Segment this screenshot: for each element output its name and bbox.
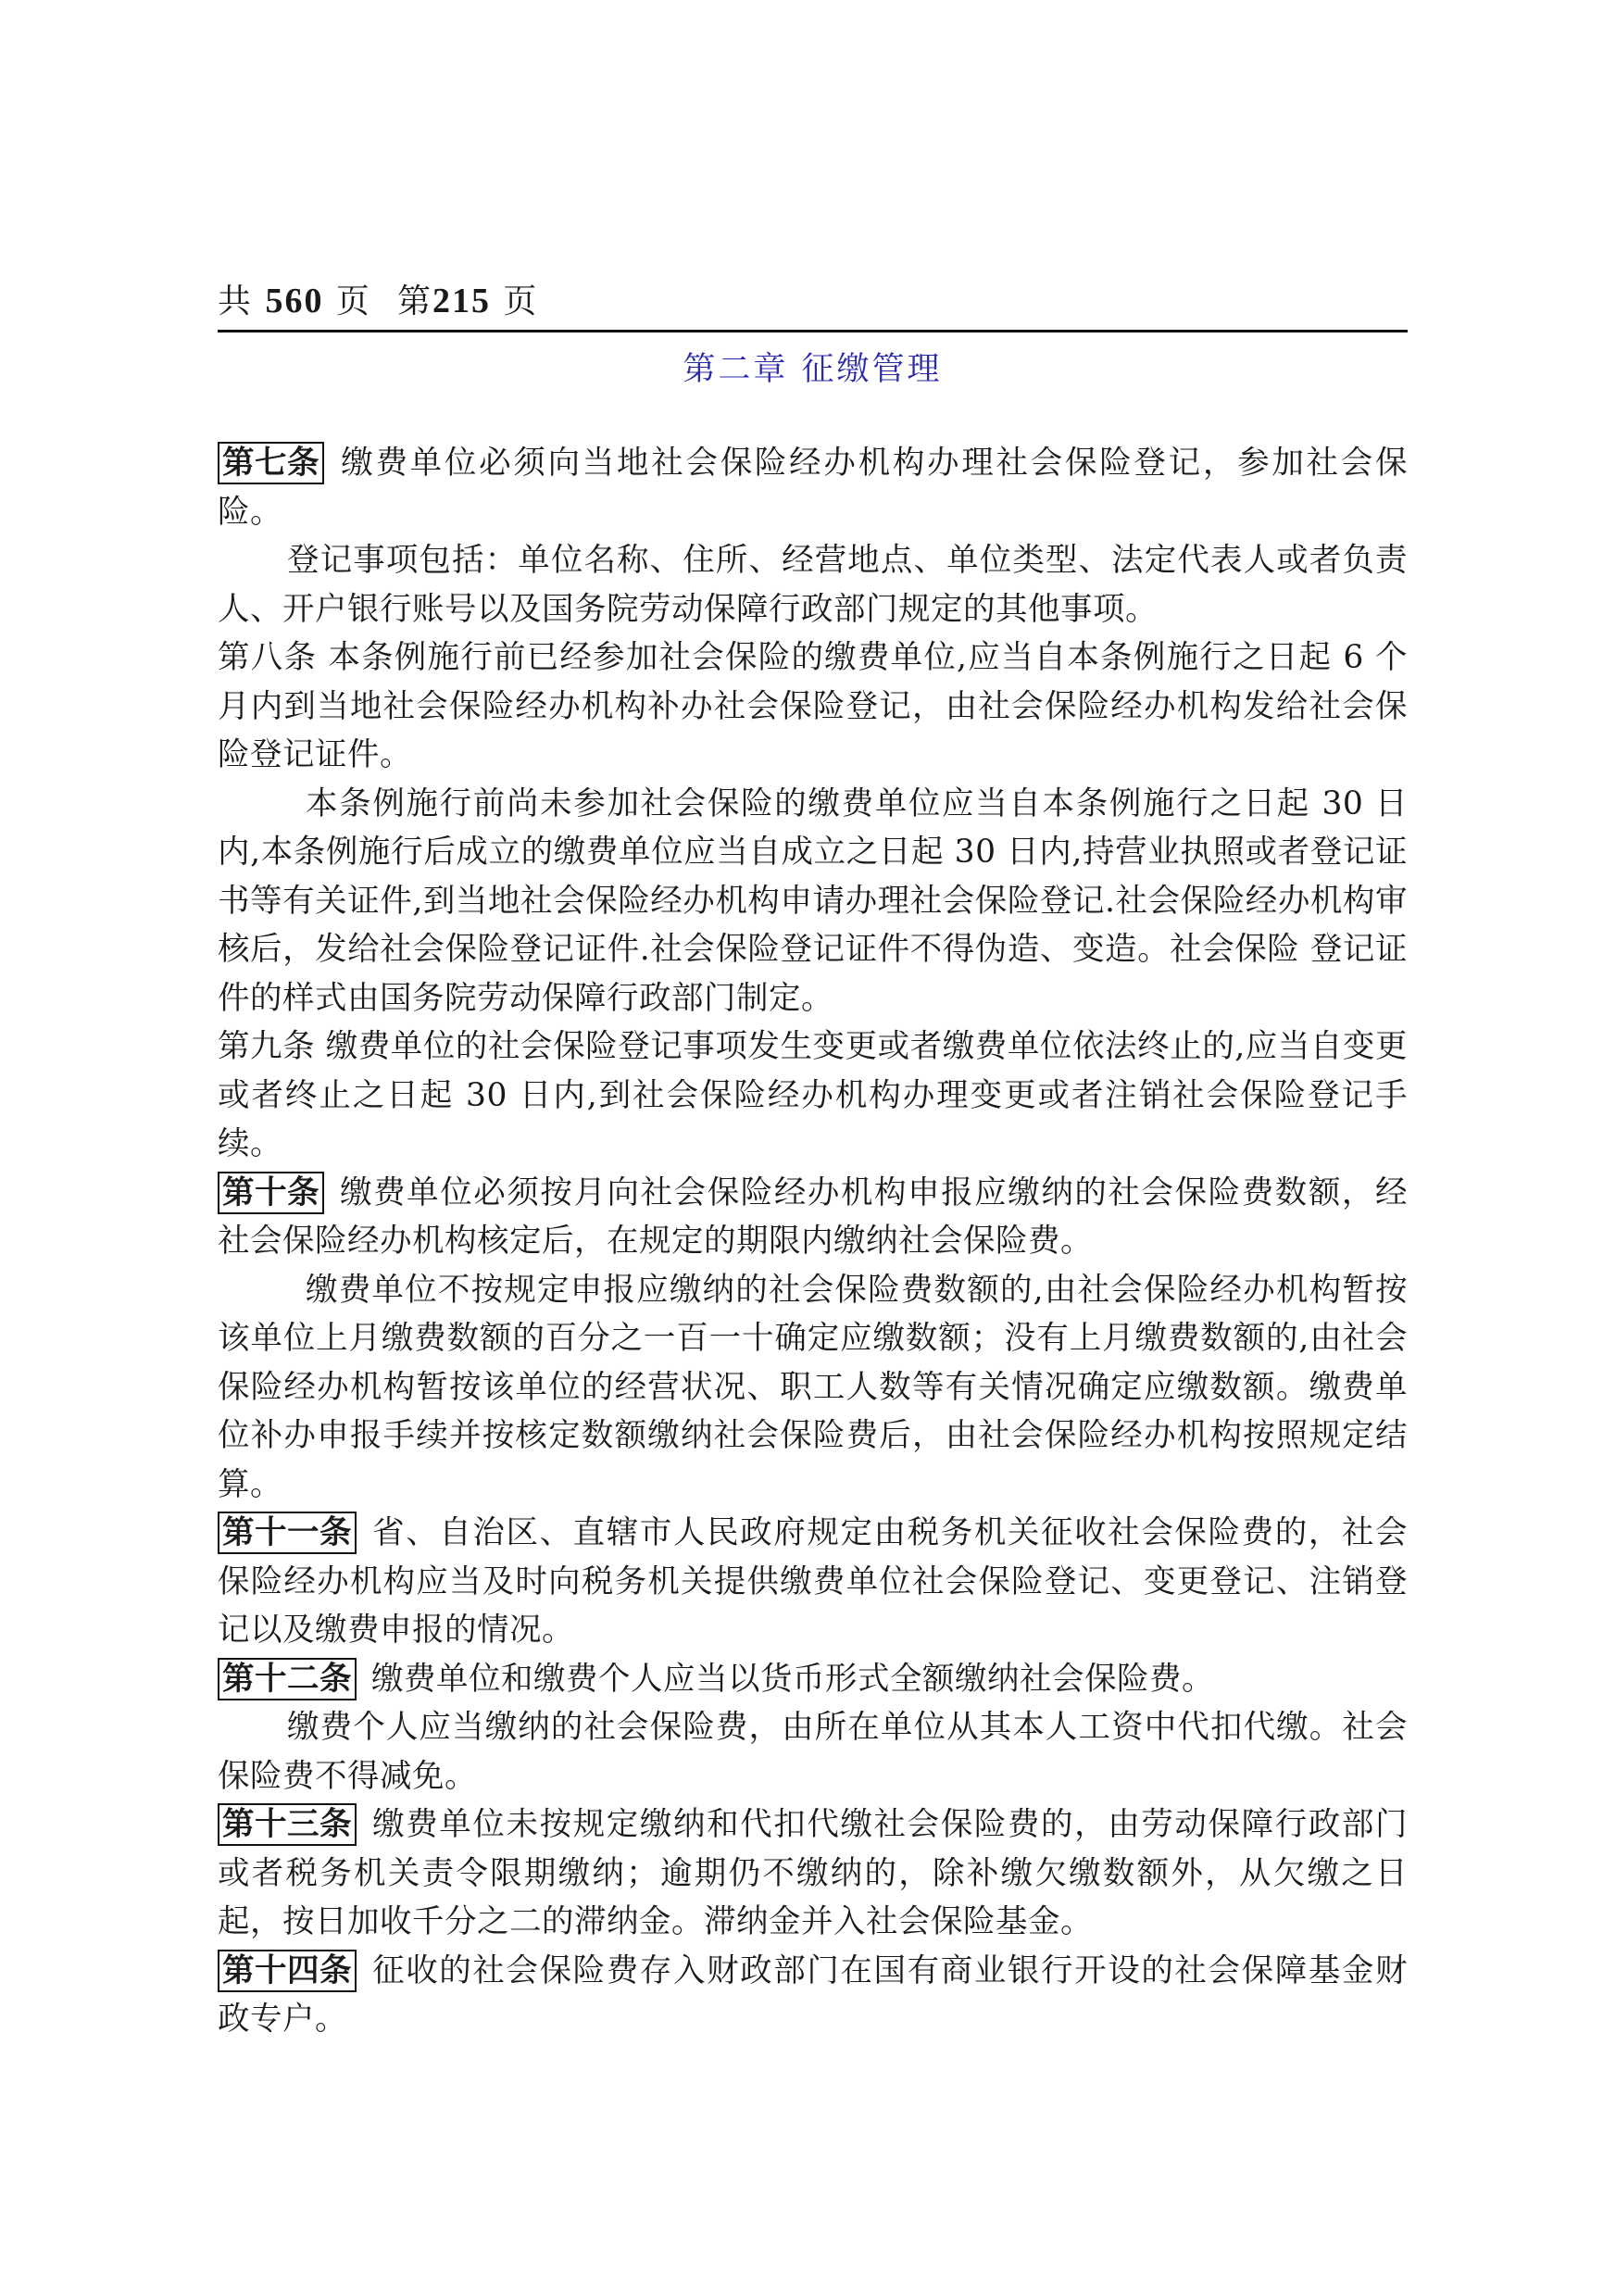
chapter-title: 第二章 征缴管理 xyxy=(683,351,943,388)
current-page: 215 xyxy=(432,282,491,320)
article-number-box: 第十三条 xyxy=(218,1803,357,1846)
header-divider xyxy=(218,330,1408,332)
article-number-box: 第十二条 xyxy=(218,1658,357,1700)
page-count-header xyxy=(218,278,1408,324)
article-paragraph xyxy=(218,1655,1408,1704)
article-paragraph xyxy=(218,1800,1408,1947)
document-body xyxy=(218,439,1408,2044)
article-number-box: 第十四条 xyxy=(218,1950,357,1992)
article-paragraph xyxy=(218,1947,1408,2044)
paragraph: 登记事项包括：单位名称、住所、经营地点、单位类型、法定代表人或者负责人、开户银行账号以及国务院劳动保障行政部门规定的其他事项。 xyxy=(218,542,1408,628)
paragraph: 第九条 缴费单位的社会保险登记事项发生变更或者缴费单位依法终止的,应当自变更或者终止之日起 30 日内,到社会保险经办机构办理变更或者注销社会保险登记手续。 xyxy=(218,1028,1408,1162)
article-number-box: 第十条 xyxy=(218,1172,324,1214)
paragraph: 本条例施行前尚未参加社会保险的缴费单位应当自本条例施行之日起 30 日内,本条例施行后成立的缴费单位应当自成立之日起 30 日内,持营业执照或者登记证 书等有关证件,到当地社会保险经办机构申请办理社会保险登记.社会保险经办机构审核后，发给社会保险登记证件.社会保险登记证件不得伪造、变造。社会保险 登记证件的样式由国务院劳动保障行政部门制定。 xyxy=(218,784,1408,1017)
article-paragraph xyxy=(218,1509,1408,1655)
document-page xyxy=(218,278,1408,2044)
article-paragraph xyxy=(218,439,1408,536)
paragraph-text: 缴费单位必须按月向社会保险经办机构申报应缴纳的社会保险费数额，经社会保险经办机构核定后，在规定的期限内缴纳社会保险费。 xyxy=(218,1173,1408,1260)
article-number-box: 第七条 xyxy=(218,442,324,484)
paragraph-text: 省、自治区、直辖市人民政府规定由税务机关征收社会保险费的，社会保险经办机构应当及时向税务机关提供缴费单位社会保险登记、变更登记、注销登记以及缴费申报的情况。 xyxy=(218,1514,1408,1649)
paragraph-text: 缴费单位必须向当地社会保险经办机构办理社会保险登记，参加社会保险。 xyxy=(218,445,1408,531)
current-prefix: 第 xyxy=(396,282,432,320)
total-suffix: 页 xyxy=(335,282,371,320)
paragraph: 缴费单位不按规定申报应缴纳的社会保险费数额的,由社会保险经办机构暂按该单位上月缴费数额的百分之一百一十确定应缴数额；没有上月缴费数额的,由社会 保险经办机构暂按该单位的经营状况、职工人数等有关情况确定应缴数额。缴费单位补办申报手续并按核定数额缴纳社会保险费后，由社会保险经办机构按照规定结 算。 xyxy=(218,1271,1408,1503)
total-pages: 560 xyxy=(265,282,324,320)
paragraph-text: 缴费单位未按规定缴纳和代扣代缴社会保险费的，由劳动保障行政部门或者税务机关责令限期缴纳；逾期仍不缴纳的，除补缴欠缴数额外，从欠缴之日起，按日加收千分之二的滞纳金。滞纳金并入社会保险基金。 xyxy=(218,1806,1408,1940)
article-paragraph xyxy=(218,1169,1408,1266)
total-prefix: 共 xyxy=(218,282,254,320)
current-suffix: 页 xyxy=(503,282,539,320)
paragraph: 第八条 本条例施行前已经参加社会保险的缴费单位,应当自本条例施行之日起 6 个月内到当地社会保险经办机构补办社会保险登记，由社会保险经办机构发给社会保险登记证件。 xyxy=(218,639,1408,773)
paragraph: 缴费个人应当缴纳的社会保险费，由所在单位从其本人工资中代扣代缴。社会保险费不得减免。 xyxy=(218,1709,1408,1795)
paragraph-text: 征收的社会保险费存入财政部门在国有商业银行开设的社会保障基金财政专户。 xyxy=(218,1951,1408,2038)
paragraph-text: 缴费单位和缴费个人应当以货币形式全额缴纳社会保险费。 xyxy=(371,1660,1214,1698)
article-number-box: 第十一条 xyxy=(218,1512,357,1554)
